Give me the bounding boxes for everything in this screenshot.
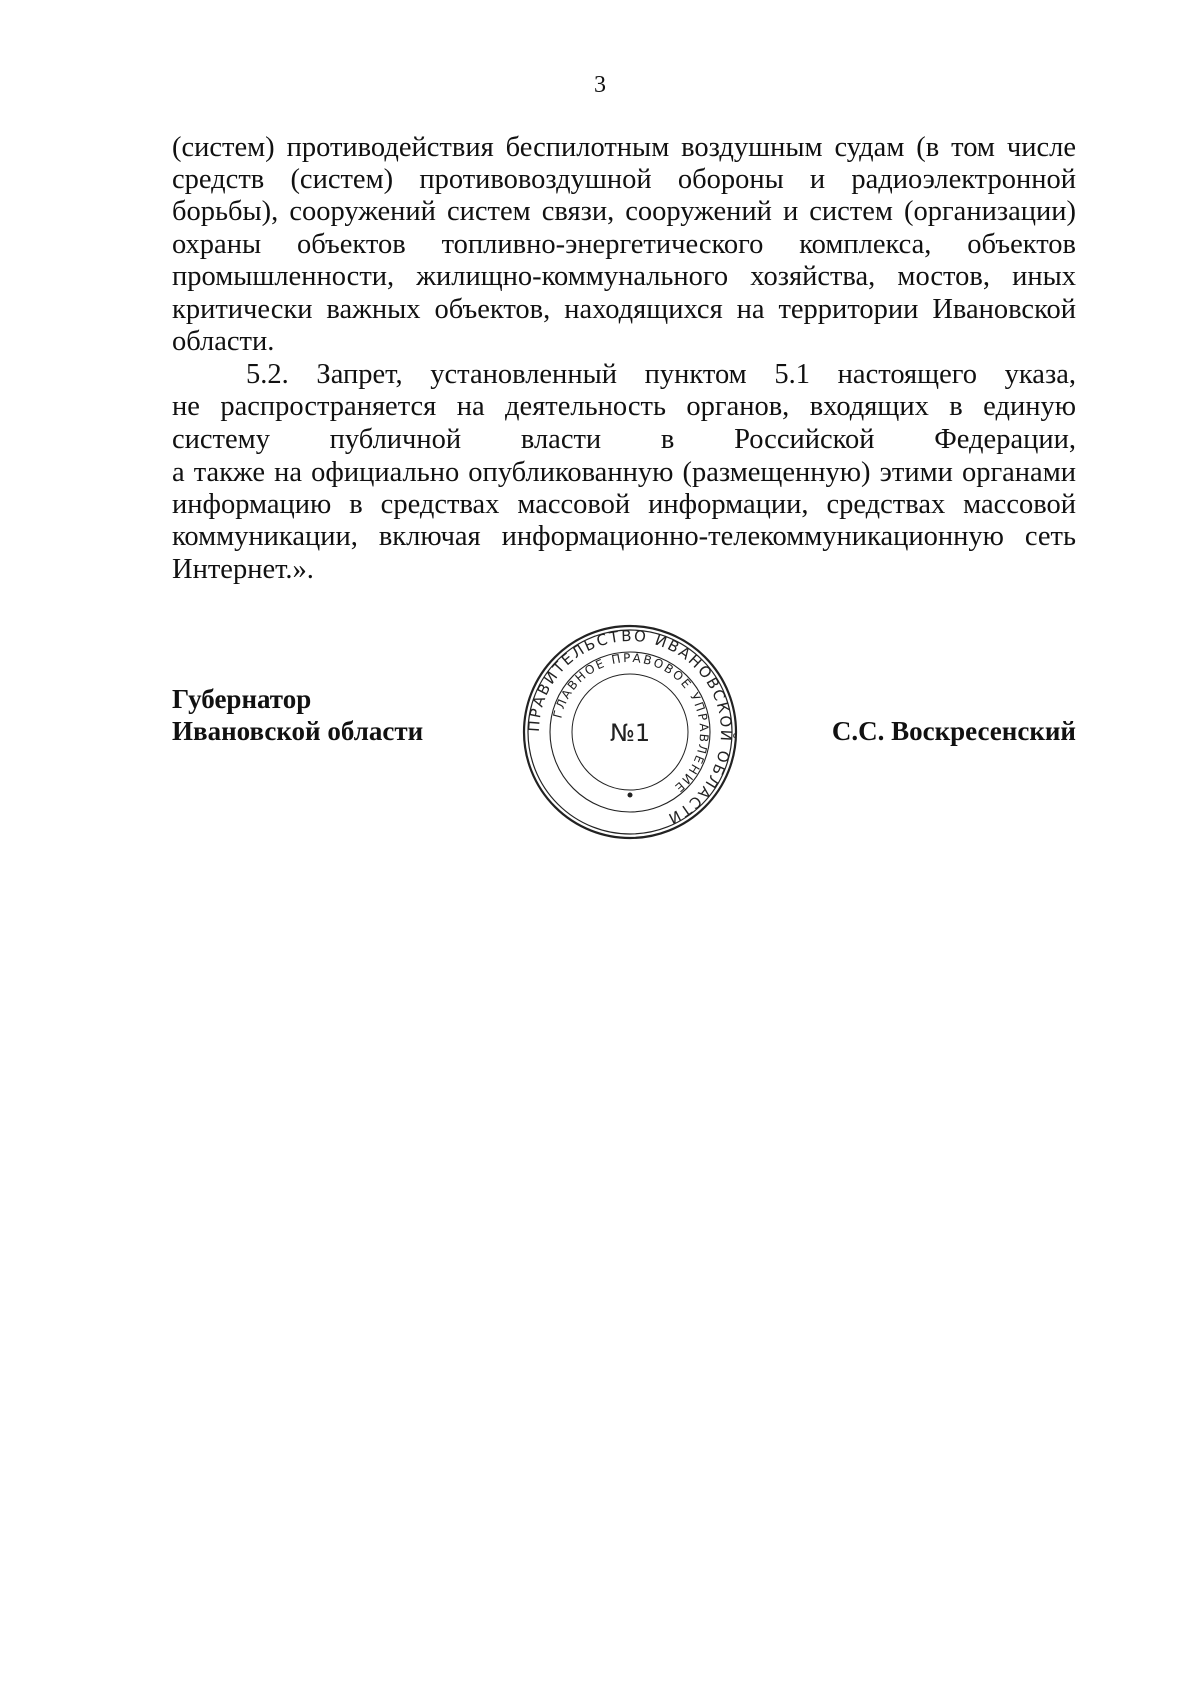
body-line: (систем) противодействия беспилотным воздушным судам (в том числе xyxy=(172,132,1076,163)
body-line: а также на официально опубликованную (размещенную) этими органами xyxy=(172,457,1076,488)
body-line: средств (систем) противовоздушной обороны и радиоэлектронной xyxy=(172,164,1076,195)
body-line: Интернет.». xyxy=(172,554,314,585)
seal-inner-text: ГЛАВНОЕ ПРАВОВОЕ УПРАВЛЕНИЕ xyxy=(550,650,712,796)
body-line: охраны объектов топливно-энергетического комплекса, объектов xyxy=(172,229,1076,260)
body-line: промышленности, жилищно-коммунального хозяйства, мостов, иных xyxy=(172,261,1076,292)
body-line: критически важных объектов, находящихся на территории Ивановской xyxy=(172,294,1076,325)
body-line: области. xyxy=(172,326,275,357)
page-number: 3 xyxy=(594,72,606,98)
body-line: борьбы), сооружений систем связи, сооружений и систем (организации) xyxy=(172,196,1076,227)
seal-number: №1 xyxy=(609,719,651,747)
signature-name: С.С. Воскресенский xyxy=(831,716,1076,746)
signature-position-line2: Ивановской области xyxy=(172,716,424,746)
body-line: коммуникации, включая информационно-телекоммуникационную сеть xyxy=(172,521,1076,552)
body-line: 5.2. Запрет, установленный пунктом 5.1 настоящего указа, xyxy=(246,359,1076,390)
signature-position-line1: Губернатор xyxy=(172,684,312,714)
seal-dot xyxy=(628,793,633,798)
official-seal xyxy=(520,622,740,842)
body-line: систему публичной власти в Российской Федерации, xyxy=(172,424,1076,455)
body-line: информацию в средствах массовой информации, средствах массовой xyxy=(172,489,1076,520)
seal-outer-text: ПРАВИТЕЛЬСТВО ИВАНОВСКОЙ ОБЛАСТИ xyxy=(524,626,736,829)
signature-position xyxy=(172,683,423,747)
body-line: не распространяется на деятельность органов, входящих в единую xyxy=(172,391,1076,422)
